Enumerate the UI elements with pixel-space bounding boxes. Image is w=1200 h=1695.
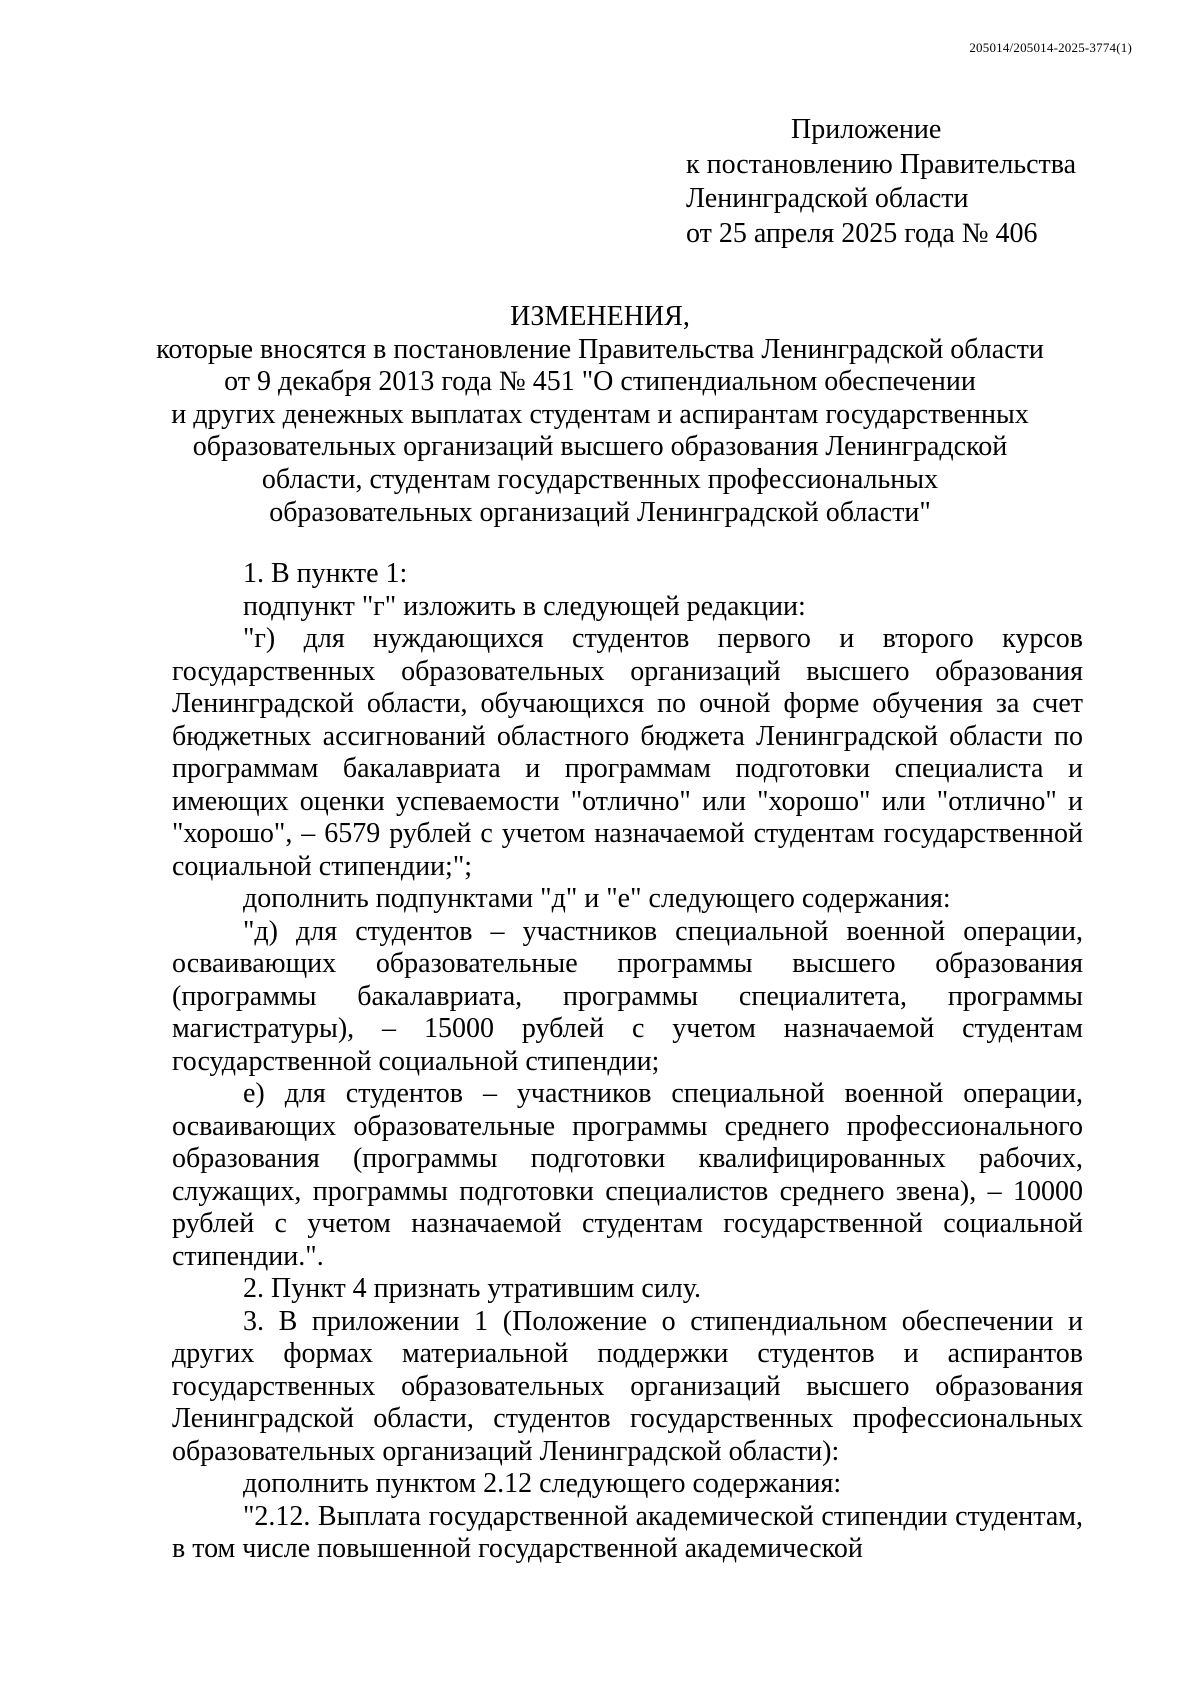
appendix-date-line: от 25 апреля 2025 года № 406 <box>686 217 1038 249</box>
body-paragraph: 3. В приложении 1 (Положение о стипендиальном обеспечении и других формах материальной поддержки студентов и аспирантов государственных образовательных организаций высшего образования Ленинградской области, студентов государственных профессиональных образовательных организаций Ленинградской области): <box>172 1305 1083 1467</box>
document-registration-code: 205014/205014-2025-3774(1) <box>969 40 1132 55</box>
body-paragraph: дополнить пунктом 2.12 следующего содержания: <box>243 1468 842 1499</box>
body-paragraph: 2. Пункт 4 признать утратившим силу. <box>243 1273 701 1304</box>
heading-subtitle-line: образовательных организаций Ленинградской области" <box>269 496 931 528</box>
heading-subtitle-line: от 9 декабря 2013 года № 451 "О стипендиальном обеспечении <box>224 366 976 398</box>
heading-title: ИЗМЕНЕНИЯ, <box>510 301 690 332</box>
body-paragraph: дополнить подпунктами "д" и "е" следующего содержания: <box>243 883 951 914</box>
document-heading <box>130 301 1070 529</box>
heading-subtitle-line: образовательных организаций высшего образования Ленинградской <box>192 431 1008 463</box>
appendix-line: Ленинградской области <box>686 183 969 214</box>
body-paragraph: е) для студентов – участников специальной военной операции, осваивающих образовательные программы среднего профессионального образования (программы подготовки квалифицированных рабочих, служащих, программы подготовки специалистов среднего звена), – 10000 рублей с учетом назначаемой студентам государственной социальной стипендии.". <box>172 1078 1083 1272</box>
body-paragraph: "д) для студентов – участников специальной военной операции, осваивающих образовательные программы высшего образования (программы бакалавриата, программы специалитета, программы магистратуры), – 15000 рублей с учетом назначаемой студентам государственной социальной стипендии; <box>172 915 1083 1077</box>
body-paragraph: подпункт "г" изложить в следующей редакции: <box>243 590 806 622</box>
heading-subtitle-line: которые вносятся в постановление Правительства Ленинградской области <box>156 333 1044 365</box>
document-body <box>172 558 1083 1566</box>
heading-subtitle-line: и других денежных выплатах студентам и аспирантам государственных <box>171 398 1029 430</box>
appendix-title: Приложение <box>791 114 942 145</box>
body-paragraph: "2.12. Выплата государственной академической стипендии студентам, в том числе повышенной государственной академической <box>172 1500 1083 1564</box>
body-paragraph: "г) для нуждающихся студентов первого и второго курсов государственных образовательных организаций высшего образования Ленинградской области, обучающихся по очной форме обучения за счет бюджетных ассигнований областного бюджета Ленинградской области по программам бакалавриата и программам подготовки специалиста и имеющих оценки успеваемости "отлично" или "хорошо" или "отлично" и "хорошо", – 6579 рублей с учетом назначаемой студентам государственной социальной стипендии;"; <box>172 623 1083 882</box>
body-paragraph: 1. В пункте 1: <box>243 558 408 589</box>
appendix-block <box>686 113 1076 251</box>
heading-subtitle-line: области, студентам государственных профессиональных <box>261 463 939 495</box>
appendix-line: к постановлению Правительства <box>686 148 1077 180</box>
